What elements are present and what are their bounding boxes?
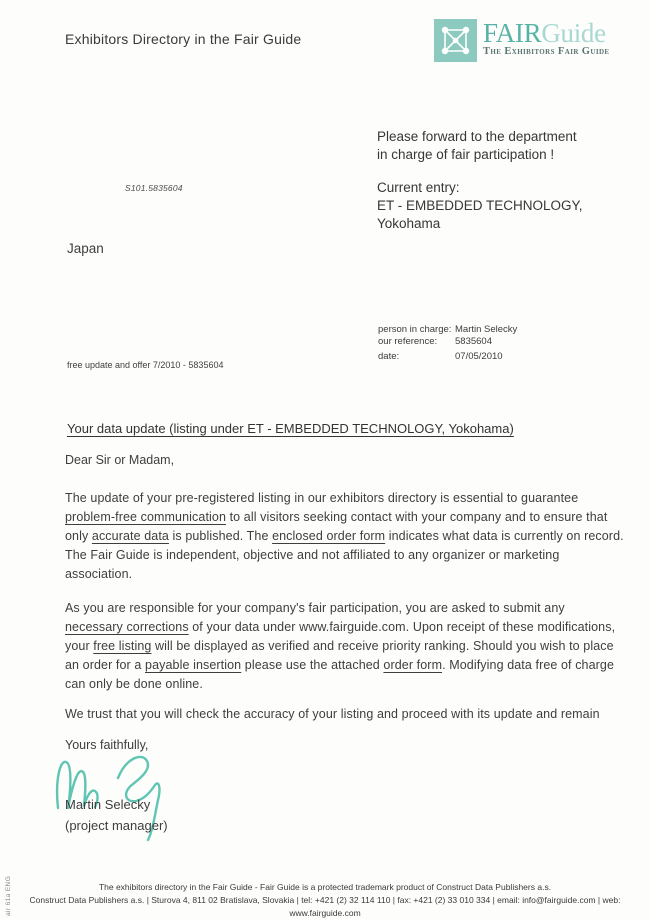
letter-title: Exhibitors Directory in the Fair Guide — [65, 31, 302, 47]
meta-label-date: date: — [378, 351, 400, 362]
closing-line: Yours faithfully, — [65, 738, 149, 752]
signer-name: Martin Selecky — [65, 797, 151, 812]
meta-row-date — [378, 351, 517, 363]
side-print-code: air 61a ENG — [5, 875, 12, 916]
footer — [0, 881, 650, 919]
current-entry-city: Yokohama — [377, 216, 441, 231]
meta-row-person — [378, 324, 517, 336]
footer-trademark-line: The exhibitors directory in the Fair Guide - Fair Guide is a protected trademark product of Construct Data Publishers a.s. — [98, 882, 552, 892]
body-paragraph-3: We trust that you will check the accuracy of your listing and proceed with its update and remain — [65, 707, 600, 721]
meta-label-reference: our reference: — [378, 335, 438, 347]
meta-value-reference: 5835604 — [455, 335, 492, 347]
forward-notice — [377, 128, 577, 164]
meta-block — [378, 324, 517, 363]
body-paragraph-2: As you are responsible for your company's fair participation, you are asked to submit any necessary corrections of your data under www.fairguide.com. Upon receipt of these modifications, your free listing will be displayed as verified and receive priority ranking. Should you wish to place an order for a payable insertion please use the attached order form. Modifying data free of charge can only be done online. — [65, 601, 616, 691]
current-entry — [377, 179, 583, 233]
logo-wordmark — [483, 19, 609, 57]
salutation: Dear Sir or Madam, — [65, 453, 175, 467]
footer-contact-line: Construct Data Publishers a.s. | Sturova 4, 811 02 Bratislava, Slovakia | tel: +421 (2) 32 114 110 | fax: +421 (2) 33 010 334 | email: info@fairguide.com | web: www.fairguide.com — [29, 895, 621, 918]
current-entry-label: Current entry: — [377, 180, 460, 195]
subject-line: Your data update (listing under ET - EMBEDDED TECHNOLOGY, Yokohama) — [67, 421, 514, 436]
meta-value-date: 07/05/2010 — [455, 351, 503, 362]
forward-notice-line2: in charge of fair participation ! — [377, 147, 555, 162]
brand-logo — [434, 19, 609, 62]
current-entry-company: ET - EMBEDDED TECHNOLOGY, — [377, 198, 583, 213]
meta-row-reference — [378, 336, 517, 348]
logo-text-fair: FAIR — [483, 18, 542, 48]
fairguide-logo-icon — [434, 19, 477, 62]
body-paragraph-1: The update of your pre-registered listing in our exhibitors directory is essential to guarantee problem-free communication to all visitors seeking contact with your company and to ensure that only accurate data is published. The enclosed order form indicates what data is currently on record. The Fair Guide is independent, objective and not affiliated to any organizer or marketing association. — [65, 491, 624, 581]
logo-tagline: The Exhibitors Fair Guide — [483, 46, 610, 57]
meta-label-person: person in charge: — [378, 324, 452, 335]
logo-text-guide: Guide — [541, 18, 606, 48]
print-code: S101.5835604 — [125, 183, 183, 193]
offer-note: free update and offer 7/2010 - 5835604 — [67, 360, 224, 370]
meta-value-person: Martin Selecky — [455, 324, 518, 335]
forward-notice-line1: Please forward to the department — [377, 129, 577, 144]
signer-role: (project manager) — [65, 818, 168, 833]
country-line: Japan — [67, 241, 104, 256]
